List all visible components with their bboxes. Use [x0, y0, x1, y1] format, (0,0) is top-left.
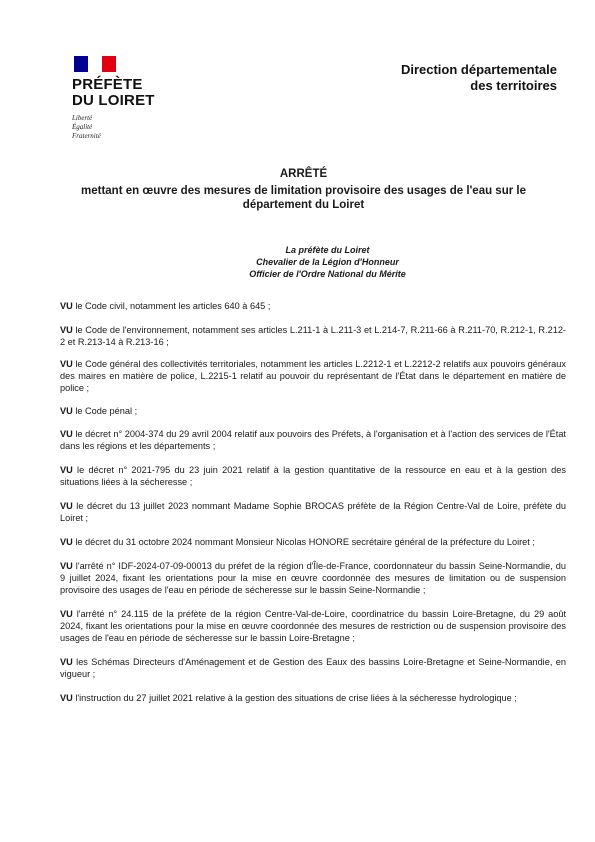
consideration-lead: VU: [60, 561, 73, 571]
direction-line: Direction départementale: [400, 62, 557, 77]
decree-subtitle: mettant en œuvre des mesures de limitation provisoire des usages de l'eau sur le département du Loiret: [81, 185, 526, 211]
signatory-block: [200, 244, 455, 280]
consideration-lead: VU: [60, 325, 73, 335]
consideration-lead: VU: [60, 693, 73, 703]
consideration-item: [60, 464, 566, 488]
consideration-text: l'arrêté n° IDF-2024-07-09-00013 du préfet de la région d'Île-de-France, coordonnateur du bassin Seine-Normandie, du 9 juillet 2024, fixant les orientations pour la mise en œuvre coordonnée des mesures de limitation ou de suspension provisoire des usages de l'eau en période de sécheresse sur le bassin Seine-Normandie ;: [60, 561, 566, 595]
consideration-lead: VU: [60, 657, 73, 667]
direction-line: des territoires: [470, 78, 557, 93]
consideration-lead: VU: [60, 301, 73, 311]
consideration-lead: VU: [60, 406, 73, 416]
motto-line: Liberté: [72, 114, 93, 122]
consideration-lead: VU: [60, 465, 73, 475]
consideration-item: [60, 405, 566, 417]
signatory-line: Officier de l'Ordre National du Mérite: [249, 269, 406, 279]
consideration-text: les Schémas Directeurs d'Aménagement et de Gestion des Eaux des bassins Loire-Bretagne et Seine-Normandie, en vigueur ;: [60, 657, 566, 679]
consideration-text: l'arrêté n° 24.115 de la préfète de la région Centre-Val-de-Loire, coordinatrice du bassin Loire-Bretagne, du 29 août 2024, fixant les orientations pour la mise en œuvre coordonnée des mesures de restriction ou de suspension provisoire des usages de l'eau en période de sécheresse sur le bassin Loire-Bretagne ;: [60, 609, 566, 643]
consideration-item: [60, 536, 566, 548]
consideration-lead: VU: [60, 429, 73, 439]
consideration-item: [60, 560, 566, 596]
consideration-lead: VU: [60, 501, 73, 511]
prefecture-name-line: PRÉFÈTE: [72, 76, 143, 93]
consideration-text: le décret n° 2004-374 du 29 avril 2004 relatif aux pouvoirs des Préfets, à l'organisation et à l'action des services de l'État dans les régions et les départements ;: [60, 429, 566, 451]
consideration-text: le décret n° 2021-795 du 23 juin 2021 relatif à la gestion quantitative de la ressource en eau et à la gestion des situations liées à la sécheresse ;: [60, 465, 566, 487]
consideration-item: [60, 300, 566, 312]
decree-heading: ARRÊTÉ: [279, 168, 328, 180]
consideration-text: le Code de l'environnement, notamment ses articles L.211-1 à L.211-3 et L.214-7, R.211-66 à R.211-70, R.212-1, R.212-2 et R.213-14 à R.213-16 ;: [60, 325, 566, 347]
prefecture-name-line: DU LOIRET: [72, 92, 155, 109]
consideration-item: [60, 608, 566, 644]
consideration-item: [60, 358, 566, 394]
motto-line: Égalité: [72, 123, 93, 131]
consideration-lead: VU: [60, 359, 73, 369]
consideration-text: le Code général des collectivités territoriales, notamment les articles L.2212-1 et L.2212-2 relatifs aux pouvoirs généraux des maires en matière de police, L.2215-1 relatif au pouvoir du représentant de l'État dans le département en matière de police ;: [60, 359, 566, 393]
signatory-line: La préfète du Loiret: [285, 245, 370, 255]
consideration-item: [60, 692, 566, 704]
republic-motto: [72, 114, 155, 141]
consideration-item: [60, 500, 566, 524]
consideration-text: le Code pénal ;: [72, 406, 138, 416]
consideration-item: [60, 324, 566, 348]
prefecture-logo: [72, 56, 155, 141]
consideration-lead: VU: [60, 537, 73, 547]
consideration-text: le décret du 31 octobre 2024 nommant Monsieur Nicolas HONORE secrétaire général de la préfecture du Loiret ;: [72, 537, 535, 547]
consideration-lead: VU: [60, 609, 73, 619]
consideration-item: [60, 656, 566, 680]
decree-title: [50, 167, 557, 212]
considerations-list: [60, 300, 566, 704]
consideration-text: l'instruction du 27 juillet 2021 relative à la gestion des situations de crise liées à la sécheresse hydrologique ;: [72, 693, 517, 703]
consideration-text: le Code civil, notamment les articles 640 à 645 ;: [72, 301, 271, 311]
prefecture-name: [72, 77, 155, 109]
consideration-text: le décret du 13 juillet 2023 nommant Madame Sophie BROCAS préfète de la Région Centre-Val de Loire, préfète du Loiret ;: [60, 501, 566, 523]
signatory-line: Chevalier de la Légion d'Honneur: [256, 257, 399, 267]
motto-line: Fraternité: [72, 132, 101, 140]
direction-name: [401, 62, 557, 94]
marianne-flag-icon: [74, 56, 116, 72]
consideration-item: [60, 428, 566, 452]
